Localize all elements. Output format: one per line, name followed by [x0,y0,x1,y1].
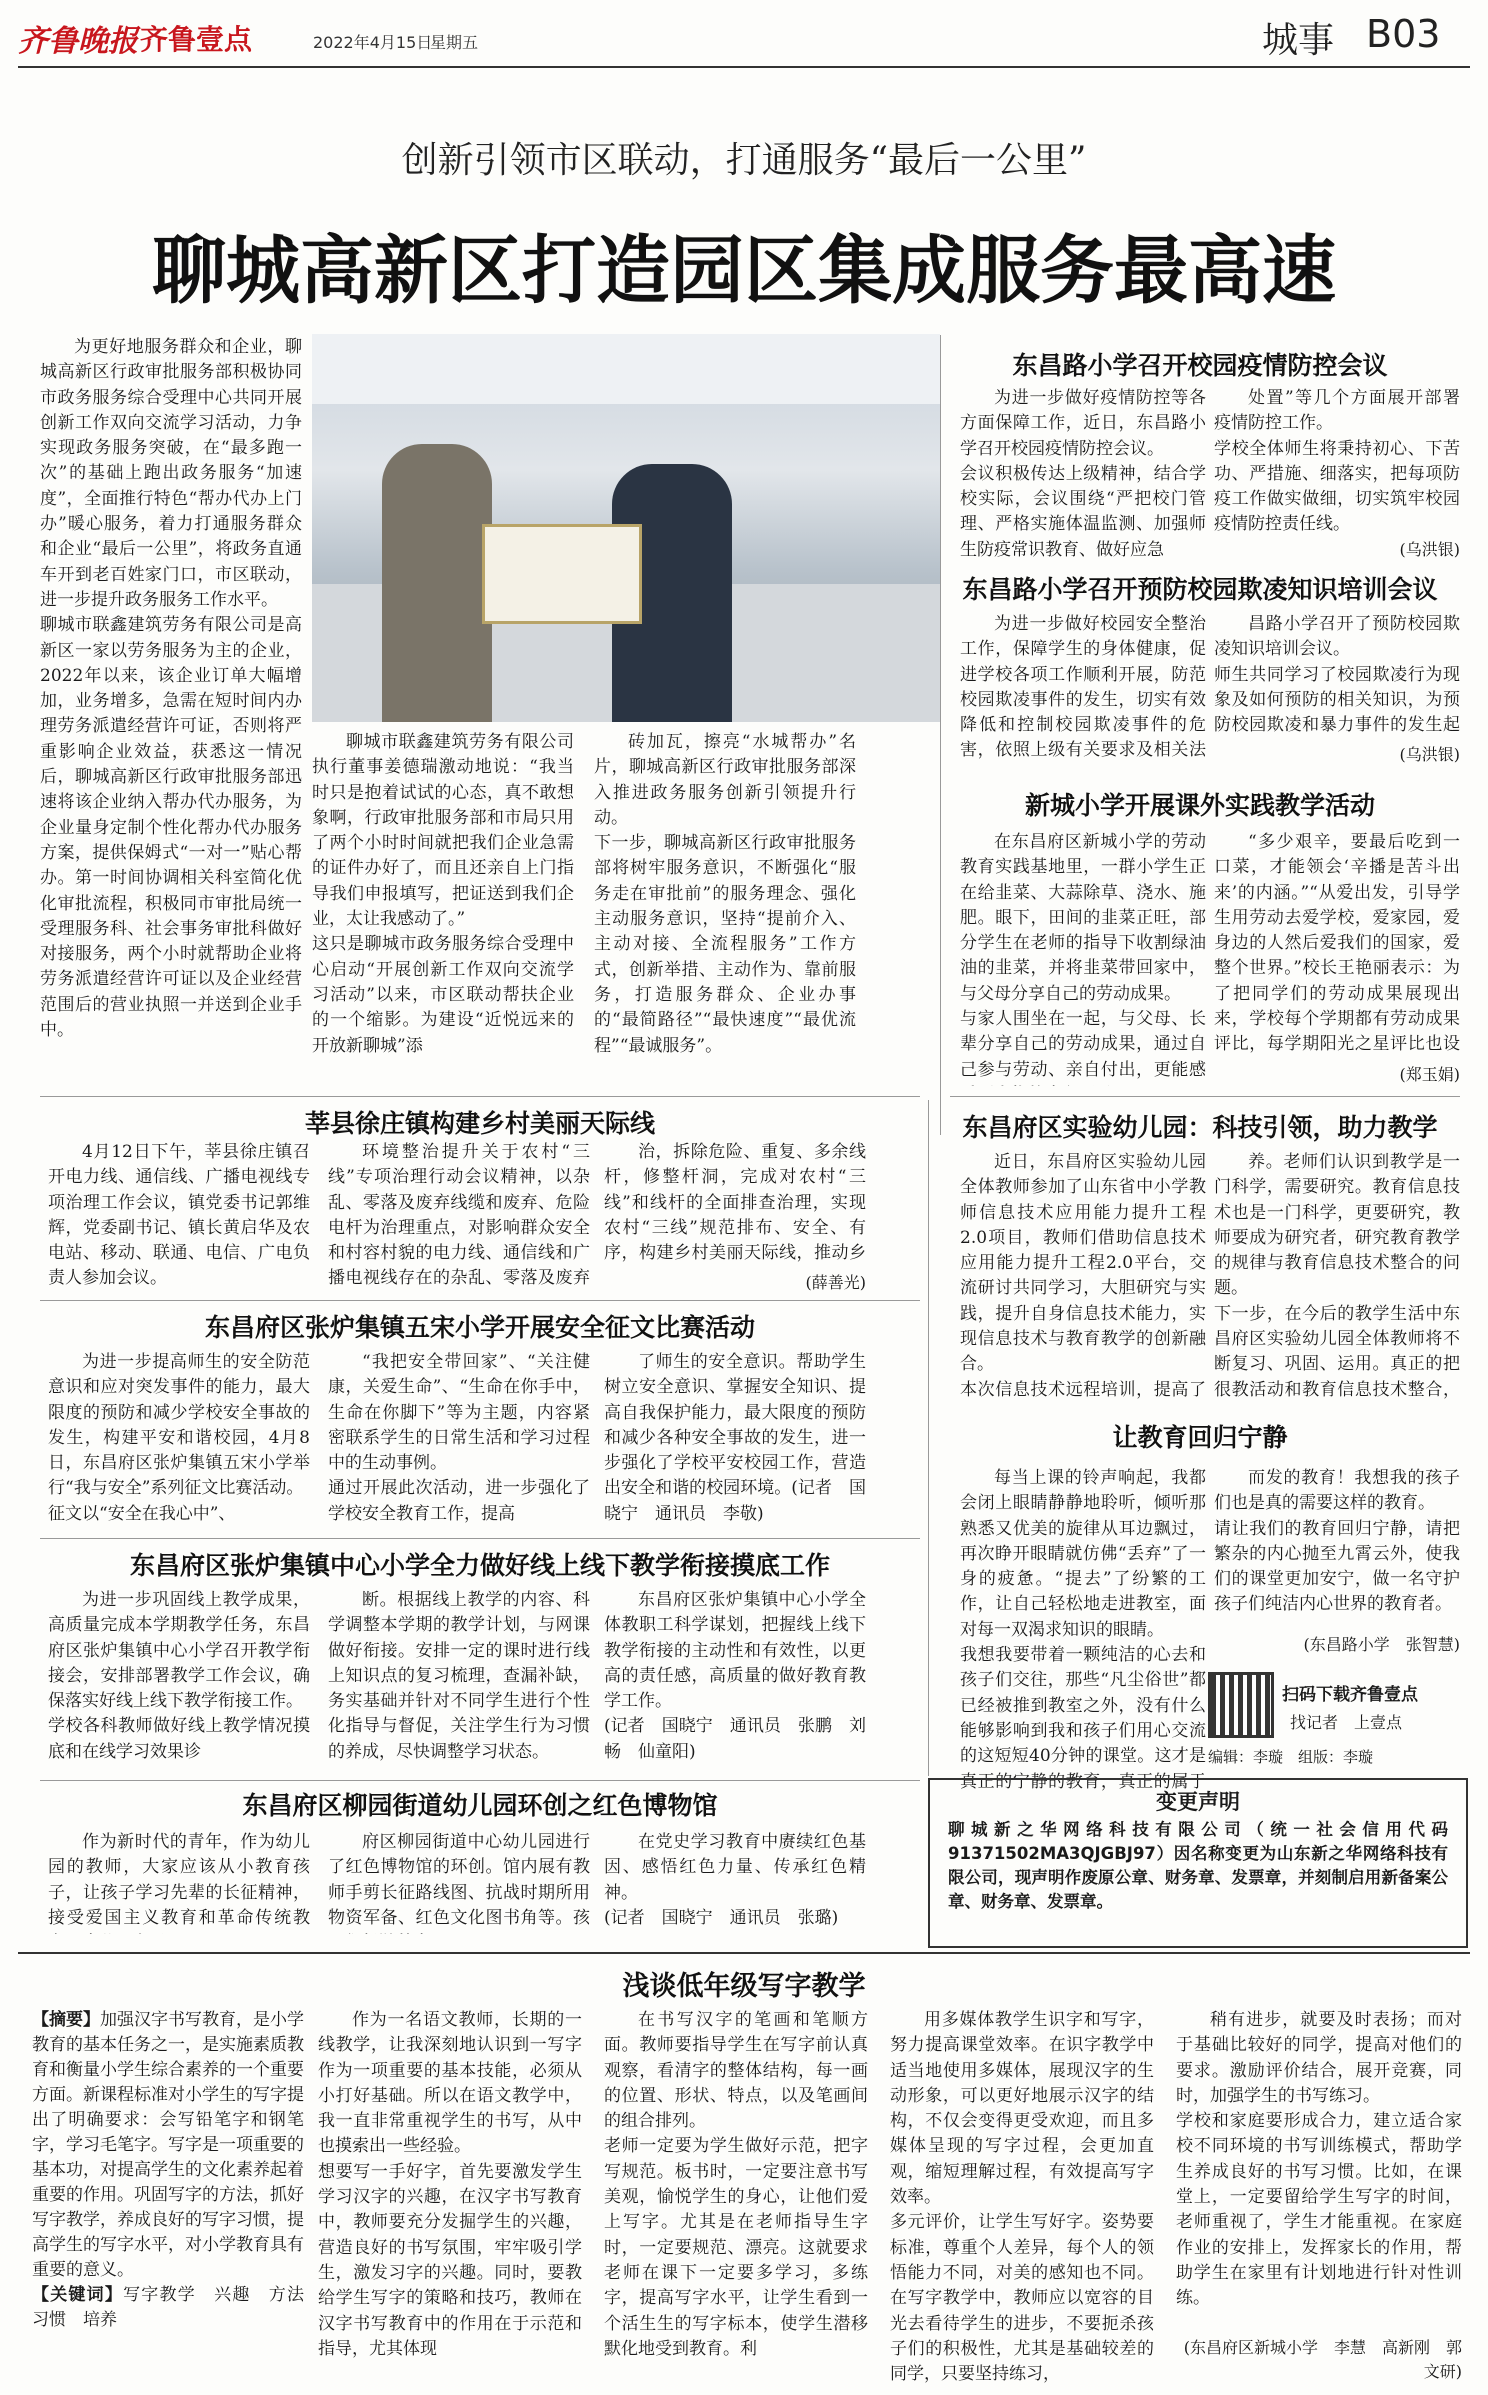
article-i-col-2: 而发的教育！我想我的孩子们也是真的需要这样的教育。 请让我们的教育回归宁静，请把繁杂的内心抛至九霄云外，使我们的课堂更加安宁，做一名守护孩子们纯洁内心世界的教育者。 [1214,1468,1460,1615]
article-c-col-1: 在东昌府区新城小学的劳动教育实践基地里，一群小学生正在给韭菜、大蒜除草、浇水、施肥。眼下，田间的韭菜正旺，部分学生在老师的指导下收割绿油油的韭菜，并将韭菜带回家中，与父母分享自己的劳动成果。 与家人围坐在一起，与父母、长辈分享自己的劳动成果，通过自己参与劳动、亲自付出，更能感 [960,832,1206,1080]
article-f-title: 东昌府区张炉集镇五宋小学开展安全征文比赛活动 [204,1313,755,1342]
article-f-col-3: 了师生的安全意识。帮助学生树立安全意识、掌握安全知识、提高自我保护能力，最大限度的预防和减少各种安全事故的发生，进一步强化了学校平安校园工作，营造出安全和谐的校园环境。(记者 国晓宁 通讯员 李敬) [604,1352,866,1524]
masthead-rule [18,66,1470,68]
lead-right-divider [940,335,941,1135]
abstract-text: 加强汉字书写教育，是小学教育的基本任务之一，是实施素质教育和衡量小学生综合素养的一个重要方面。新课程标准对小学生的写字提出了明确要求：会写铅笔字和钢笔字，学习毛笔字。写字是一项重要的基本功，对提高学生的文化素养起着重要的作用。巩固写字的方法，抓好写字教学，养成良好的写字习惯，提高学生的写字水平，对小学教育具有重要的意义。 [32,2010,304,2280]
notice-title: 变更声明 [1156,1790,1240,1814]
article-i-col-1: 每当上课的铃声响起，我都会闭上眼睛静静地聆听，倾听那熟悉又优美的旋律从耳边飘过，再次睁开眼睛就仿佛“丢弃”了一身的疲惫。“提去”了纷繁的工作，让自己轻松地走进教室，面对每一双渴求知识的眼睛。 我想我要带着一颗纯洁的心去和孩子们交往，那些“凡尘俗世”都已经被推到教室之外，没有什么能够影响到我和孩子们用心交流的这短短40分钟的课堂。这才是真正的宁静的教育，真正的属于 [960,1468,1206,1792]
article-i-title: 让教育回归宁静 [1112,1423,1288,1452]
article-f-col-2: “我把安全带回家”、“关注健康，关爱生命”、“生命在你手中，生命在你脚下”等为主题，内容紧密联系学生的日常生活和学习过程中的生动事例。 通过开展此次活动，进一步强化了学校安全教育工作，提高 [328,1352,590,1524]
keywords-text: 写字教学 兴趣 方法 习惯 培养 [32,2285,304,2330]
lead-column-2: 聊城市联鑫建筑劳务有限公司执行董事姜德瑞激动地说：“我当时只是抱着试试的心态，真不敢想象啊，行政审批服务部和市局只用了两个小时时间就把我们企业急需的证件办好了，而且还亲自上门指导我们申报填写，把证送到我们企业，太让我感动了。” 这只是聊城市政务服务综合受理中心启动“开展创新工作双向交流学习活动”以来，市区联动帮扶企业的一个缩影。为建设“近悦远来的开放新聊城”添 [312,732,574,1056]
article-g-col-3: 东昌府区张炉集镇中心小学全体教职工科学谋划，把握线上线下教学衔接的主动性和有效性，以更高的责任感，高质量的做好教育教学工作。 (记者 国晓宁 通讯员 张鹏 刘畅 仙童阳) [604,1590,866,1762]
article-g-col-1: 为进一步巩固线上教学成果，高质量完成本学期教学任务，东昌府区张炉集镇中心小学召开教学衔接会，安排部署教学工作会议，确保落实好线上线下教学衔接工作。 学校各科教师做好线上教学情况摸底和在线学习效果诊 [48,1590,310,1762]
notice-body: 聊城新之华网络科技有限公司（统一社会信用代码91371502MA3QJGBJ97）因名称变更为山东新之华网络科技有限公司，现声明作废原公章、财务章、发票章，并刻制启用新备案公章、财务章、发票章。 [948,1820,1448,1911]
mid-rule-1 [40,1096,920,1097]
right-block-rule [950,1096,1460,1097]
newspaper-logo: 齐鲁晚报 [18,24,138,59]
lead-photo [312,334,940,722]
qr-code[interactable] [1208,1672,1274,1738]
article-e-col-1: 4月12日下午，莘县徐庄镇召开电力线、通信线、广播电视线专项治理工作会议，镇党委书记郭维辉，党委副书记、镇长黄启华及农电站、移动、联通、电信、广电负责人参加会议。 [48,1142,310,1289]
article-j-col-3: 在书写汉字的笔画和笔顺方面。教师要指导学生在写字前认真观察，看清字的整体结构，每一画的位置、形状、特点，以及笔画间的组合排列。 老师一定要为学生做好示范，把字写规范。板书时，一定要注意书写美观，愉悦学生的身心，让他们爱上写字。尤其是在老师指导生字时，一定要规范、漂亮。这就要求老师在课下一定要多学习，多练字，提高写字水平，让学生看到一个活生生的写字标本，使学生潜移默化地受到教育。利 [604,2010,868,2359]
photo-certificate [482,524,642,624]
article-e-byline: (薛善光) [805,1273,866,1292]
lead-title: 聊城高新区打造园区集成服务最高速 [152,228,1336,314]
article-b-col-2: 昌路小学召开了预防校园欺凌知识培训会议。 师生共同学习了校园欺凌行为现象及如何预防的相关知识，为预防校园欺凌和暴力事件的发生起 [1214,614,1460,736]
article-d-col-1: 近日，东昌府区实验幼儿园全体教师参加了山东省中小学教师信息技术应用能力提升工程2.0项目，教师们借助信息技术应用能力提升工程2.0平台，交流研讨共同学习，大胆研究与实践，提升自身信息技术能力，实现信息技术与教育教学的创新融合。 本次信息技术远程培训，提高了 [960,1152,1206,1400]
issue-date: 2022年4月15日 [313,33,433,52]
change-notice [928,1778,1468,1948]
article-b-byline: (乌洪银) [1399,745,1460,764]
lead-column-3: 砖加瓦，擦亮“水城帮办”名片，聊城高新区行政审批服务部深入推进政务服务创新引领提升行动。 下一步，聊城高新区行政审批服务部将树牢服务意识，不断强化“服务走在审批前”的服务理念、强化主动服务意识，坚持“提前介入、主动对接、全流程服务”工作方式，创新举措、主动作为、靠前服务，打造服务群众、企业办事的“最简路径”“最快速度”“最优流程”“最诚服务”。 [594,732,856,1056]
section-name: 城事 [1262,20,1335,61]
qr-caption-2: 找记者 上壹点 [1290,1713,1403,1732]
article-a-byline: (乌洪银) [1399,540,1460,559]
bottom-rule [18,1952,1470,1954]
article-c-col-2: “多少艰辛，要最后吃到一口菜，才能领会‘辛播是苦斗出来’的内涵。”“从爱出发，引导学生用劳动去爱学校，爱家园，爱身边的人然后爱我们的国家，爱整个世界。”校长王艳丽表示：为了把同学们的劳动成果展现出来，学校每个学期都有劳动成果评比，每学期阳光之星评比也设 [1214,832,1460,1055]
article-a-title: 东昌路小学召开校园疫情防控会议 [1012,351,1388,380]
abstract-label: 【摘要】 [32,2010,100,2030]
lead-column-1: 为更好地服务群众和企业，聊城高新区行政审批服务部积极协同市政务服务综合受理中心共同开展创新工作双向交流学习活动，力争实现政务服务突破，在“最多跑一次”的基础上跑出政务服务“加速度”，全面推行特色“帮办代办上门办”暖心服务，着力打通服务群众和企业“最后一公里”，将政务直通车开到老百姓家门口，市区联动，进一步提升政务服务工作水平。 聊城市联鑫建筑劳务有限公司是高新区一家以劳务服务为主的企业，2022年以来，该企业订单大幅增加，业务增多，急需在短时间内办理劳务派遣经营许可证，否则将严重影响企业效益，获悉这一情况后，聊城高新区行政审批服务部迅速将该企业纳入帮办代办服务，为企业量身定制个性化帮办代办服务方案，提供保姆式“一对一”贴心帮办。第一时间协调相关科室简化优化审批流程，积极同市审批局统一受理服务科、社会事务审批科做好对接服务，两个小时就帮助企业将劳务派遣经营许可证以及企业经营范围后的营业执照一并送到企业手中。 [40,337,302,1041]
issue-weekday: 星期五 [430,33,479,52]
mid-rule-4 [40,1780,920,1781]
mid-rule-3 [40,1538,920,1539]
keywords-label: 【关键词】 [32,2285,124,2305]
article-j-byline: (东昌府区新城小学 李慧 高新刚 郭文研) [1183,2338,1462,2381]
article-h-title: 东昌府区柳园街道幼儿园环创之红色博物馆 [242,1791,718,1820]
article-h-col-2: 府区柳园街道中心幼儿园进行了红色博物馆的环创。馆内展有教师手剪长征路线图、抗战时期所用物资军备、红色文化图书角等。孩 [328,1832,590,1928]
article-e-col-2: 环境整治提升关于农村“三线”专项治理行动会议精神，以杂乱、零落及废弃线缆和废弃、危险电杆为治理重点，对影响群众安全和村容村貌的电力线、通信线和广播电视线存在的杂乱、零落及废弃 [328,1142,590,1289]
article-h-col-3: 在党史学习教育中赓续红色基因、感悟红色力量、传承红色精神。 (记者 国晓宁 通讯员 张璐) [604,1832,866,1928]
photo-person-left [382,444,492,722]
article-d-col-2: 养。老师们认识到教学是一门科学，需要研究。教育信息技术也是一门科学，更要研究，教师要成为研究者，研究教育教学的规律与教育信息技术整合的问题。 下一步，在今后的教学生活中东昌府区实验幼儿园全体教师将不断复习、巩固、运用。真正的把很教活动和教育信息技术整合， [1214,1152,1460,1400]
masthead [0,0,1488,66]
article-f-col-1: 为进一步提高师生的安全防范意识和应对突发事件的能力，最大限度的预防和减少学校安全事故的发生，构建平安和谐校园，4月8日，东昌府区张炉集镇五宋小学举行“我与安全”系列征文比赛活动。 征文以“安全在我心中”、 [48,1352,310,1524]
article-j-abstract-block [32,2008,304,2388]
article-g-col-2: 断。根据线上教学的内容、科学调整本学期的教学计划，与网课做好衔接。安排一定的课时进行线上知识点的复习梳理，查漏补缺，务实基础并针对不同学生进行个性化指导与督促，关注学生行为习惯的养成，尽快调整学习状态。 [328,1590,590,1762]
photo-ceiling [312,334,940,404]
article-j-col-5: 稍有进步，就要及时表扬；而对于基础比较好的同学，提高对他们的要求。激励评价结合，展开竞赛，同时，加强学生的书写练习。 学校和家庭要形成合力，建立适合家校不同环境的书写训练模式，帮助学生养成良好的书写习惯。比如，在课堂上，一定要留给学生写字的时间，老师重视了，学生才能重视。在家庭作业的安排上，发挥家长的作用，帮助学生在家里有计划地进行针对性训练。 [1176,2010,1462,2309]
article-a-col-2: 处置”等几个方面展开部署疫情防控工作。 学校全体师生将秉持初心、下苦功、严措施、细落实，把每项防疫工作做实做细，切实筑牢校园疫情防控责任线。 [1214,388,1460,535]
qr-caption-1: 扫码下载齐鲁壹点 [1282,1685,1418,1705]
editor-credit: 编辑：李璇 组版：李璇 [1208,1748,1374,1766]
qilu-app-logo: 齐鲁壹点 [140,23,253,56]
article-j-col-4: 用多媒体教学生识字和写字，努力提高课堂效率。在识字教学中适当地使用多媒体，展现汉字的生动形象，可以更好地展示汉字的结构，不仅会变得更受欢迎，而且多媒体呈现的写字过程，会更加直观，缩短理解过程，有效提高写字效率。 多元评价，让学生写好字。姿势要标准，尊重个人差异，每个人的领悟能力不同，对美的感知也不同。在写字教学中，教师应以宽容的目光去看待学生的进步，不要扼杀孩子们的积极性，尤其是基础较差的同学，只要坚持练习， [890,2010,1154,2385]
article-j-title: 浅谈低年级写字教学 [622,1971,866,2002]
article-e-col-3: 治，拆除危险、重复、多余线杆，修整杆洞，完成对农村“三线”和线杆的全面排查治理，实现农村“三线”规范排布、安全、有序，构建乡村美丽天际线，推动乡 [604,1142,866,1264]
article-g-title: 东昌府区张炉集镇中心小学全力做好线上线下教学衔接摸底工作 [129,1551,830,1580]
article-d-title: 东昌府区实验幼儿园：科技引领，助力教学 [962,1113,1438,1142]
article-b-col-1: 为进一步做好校园安全整治工作，保障学生的身体健康，促进学校各项工作顺利开展，防范校园欺凌事件的发生，切实有效降低和控制校园欺凌事件的危害，依照上级有关要求及相关法 [960,614,1206,761]
article-c-byline: (郑玉娟) [1399,1065,1460,1084]
article-e-title: 莘县徐庄镇构建乡村美丽天际线 [304,1109,655,1138]
mid-rule-2 [40,1300,920,1301]
article-b-title: 东昌路小学召开预防校园欺凌知识培训会议 [962,575,1438,604]
page-number: B03 [1366,12,1441,56]
article-c-title: 新城小学开展课外实践教学活动 [1024,791,1375,820]
article-j-col-2: 作为一名语文教师，长期的一线教学，让我深刻地认识到一写字作为一项重要的基本技能，必须从小打好基础。所以在语文教学中，我一直非常重视学生的书写，从中也摸索出一些经验。 想要写一手好字，首先要激发学生学习汉字的兴趣，在汉字书写教育中，教师要充分发掘学生的兴趣，营造良好的书写氛围，牢牢吸引学生，激发习字的兴趣。同时，要教给学生写字的策略和技巧，教师在汉字书写教育中的作用在于示范和指导，尤其体现 [318,2010,582,2359]
lead-subtitle: 创新引领市区联动，打通服务“最后一公里” [401,140,1087,181]
article-h-col-1: 作为新时代的青年，作为幼儿园的教师，大家应该从小教育孩子，让孩子学习先辈的长征精神，接受爱国主义教育和革命传统教 [48,1832,310,1928]
mid-right-divider [928,1100,929,1776]
article-a-col-1: 为进一步做好疫情防控等各方面保障工作，近日，东昌路小学召开校园疫情防控会议。 会议积极传达上级精神，结合学校实际，会议围绕“严把校门管理、严格实施体温监测、加强师生防疫常识教育、做好应急 [960,388,1206,560]
article-i-byline: (东昌路小学 张智慧) [1303,1635,1460,1654]
